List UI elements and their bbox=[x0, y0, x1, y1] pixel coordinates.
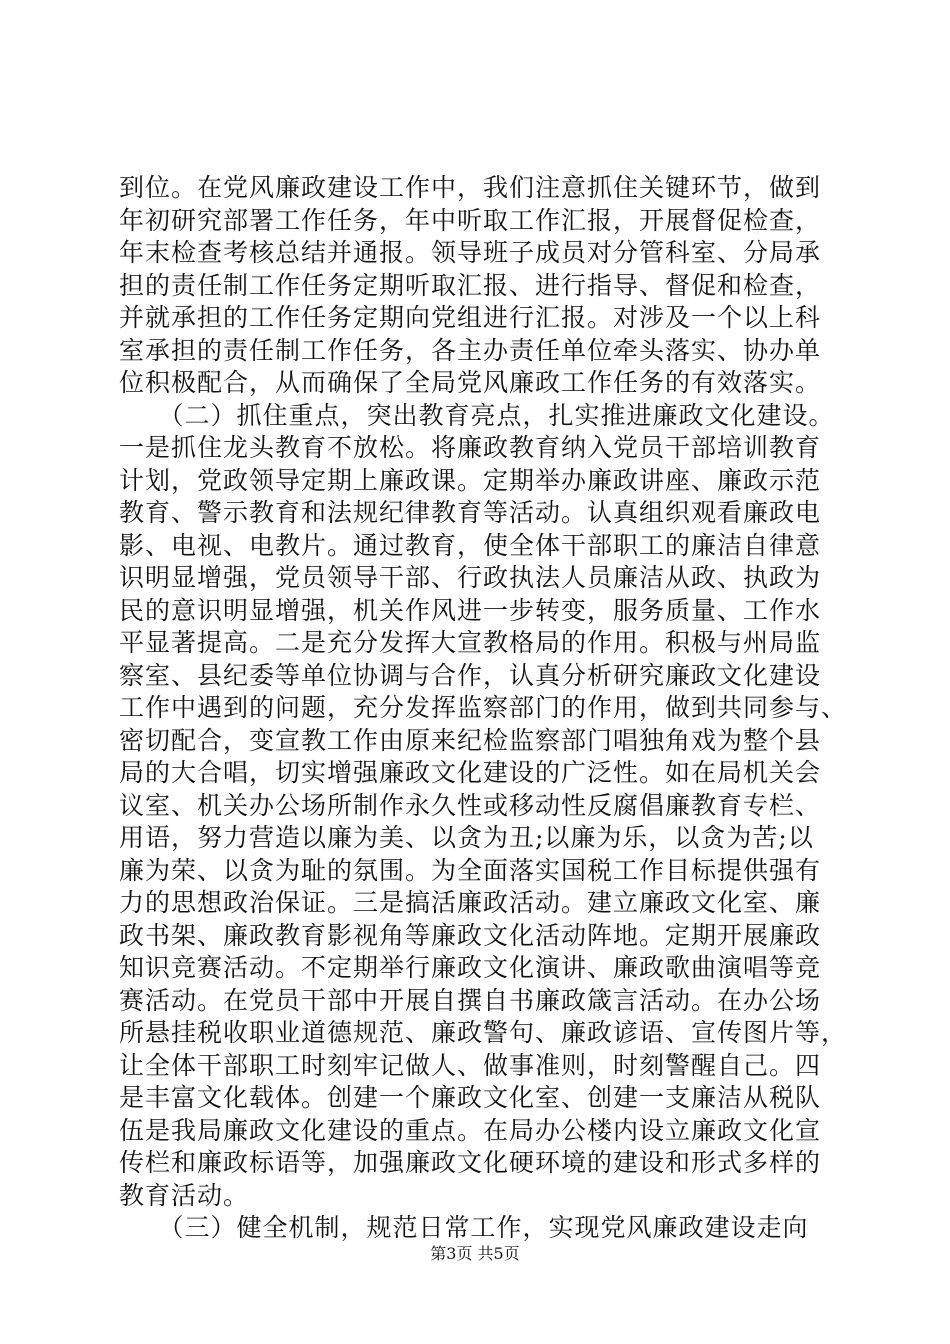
text-line: 知识竞赛活动。不定期举行廉政文化演讲、廉政歌曲演唱等竞 bbox=[119, 953, 822, 982]
text-line: 力的思想政治保证。三是搞活廉政活动。建立廉政文化室、廉 bbox=[119, 888, 822, 917]
text-line: 年初研究部署工作任务，年中听取工作汇报，开展督促检查， bbox=[119, 205, 822, 235]
text-line: 担的责任制工作任务定期听取汇报、进行指导、督促和检查， bbox=[119, 270, 822, 300]
page-footer: 第3页 共5页 bbox=[430, 1244, 520, 1263]
text-line: （二）抓住重点，突出教育亮点，扎实推进廉政文化建设。 bbox=[119, 400, 835, 430]
text-line: 民的意识明显增强，机关作风进一步转变，服务质量、工作水 bbox=[119, 595, 822, 625]
text-line: 用语，努力营造以廉为美、以贪为丑;以廉为乐，以贪为苦;以 bbox=[119, 823, 814, 852]
text-line: 室承担的责任制工作任务，各主办责任单位牵头落实、协办单 bbox=[119, 335, 822, 365]
text-line: 政书架、廉政教育影视角等廉政文化活动阵地。定期开展廉政 bbox=[119, 920, 822, 950]
text-line: （三）健全机制，规范日常工作，实现党风廉政建设走向 bbox=[119, 1213, 809, 1242]
body-text bbox=[119, 172, 848, 1245]
text-line: 年末检查考核总结并通报。领导班子成员对分管科室、分局承 bbox=[119, 238, 822, 267]
text-line: 赛活动。在党员干部中开展自撰自书廉政箴言活动。在办公场 bbox=[119, 985, 822, 1015]
text-line: 计划，党政领导定期上廉政课。定期举办廉政讲座、廉政示范 bbox=[119, 465, 822, 495]
text-line: 廉为荣、以贪为耻的氛围。为全面落实国税工作目标提供强有 bbox=[119, 855, 822, 885]
text-line: 是丰富文化载体。创建一个廉政文化室、创建一支廉洁从税队 bbox=[119, 1083, 822, 1112]
text-line: 到位。在党风廉政建设工作中，我们注意抓住关键环节，做到 bbox=[119, 173, 822, 202]
text-line: 所悬挂税收职业道德规范、廉政警句、廉政谚语、宣传图片等， bbox=[119, 1018, 848, 1047]
text-line: 平显著提高。二是充分发挥大宣教格局的作用。积极与州局监 bbox=[119, 628, 822, 657]
text-line: 察室、县纪委等单位协调与合作，认真分析研究廉政文化建设 bbox=[119, 660, 822, 690]
text-line: 伍是我局廉政文化建设的重点。在局办公楼内设立廉政文化宣 bbox=[119, 1115, 822, 1145]
text-line: 传栏和廉政标语等，加强廉政文化硬环境的建设和形式多样的 bbox=[119, 1148, 822, 1177]
text-line: 议室、机关办公场所制作永久性或移动性反腐倡廉教育专栏、 bbox=[119, 790, 822, 820]
text-line: 影、电视、电教片。通过教育，使全体干部职工的廉洁自律意 bbox=[119, 530, 822, 560]
text-line: 识明显增强，党员领导干部、行政执法人员廉洁从政、执政为 bbox=[119, 563, 822, 592]
text-line: 密切配合，变宣教工作由原来纪检监察部门唱独角戏为整个县 bbox=[119, 725, 822, 755]
text-line: 教育活动。 bbox=[119, 1180, 250, 1210]
text-line: 让全体干部职工时刻牢记做人、做事准则，时刻警醒自己。四 bbox=[119, 1050, 822, 1080]
text-line: 一是抓住龙头教育不放松。将廉政教育纳入党员干部培训教育 bbox=[119, 433, 822, 462]
text-line: 局的大合唱，切实增强廉政文化建设的广泛性。如在局机关会 bbox=[119, 758, 822, 787]
text-line: 教育、警示教育和法规纪律教育等活动。认真组织观看廉政电 bbox=[119, 498, 822, 527]
text-line: 位积极配合，从而确保了全局党风廉政工作任务的有效落实。 bbox=[119, 368, 822, 397]
text-line: 工作中遇到的问题，充分发挥监察部门的作用，做到共同参与、 bbox=[119, 693, 848, 722]
text-line: 并就承担的工作任务定期向党组进行汇报。对涉及一个以上科 bbox=[119, 303, 822, 332]
